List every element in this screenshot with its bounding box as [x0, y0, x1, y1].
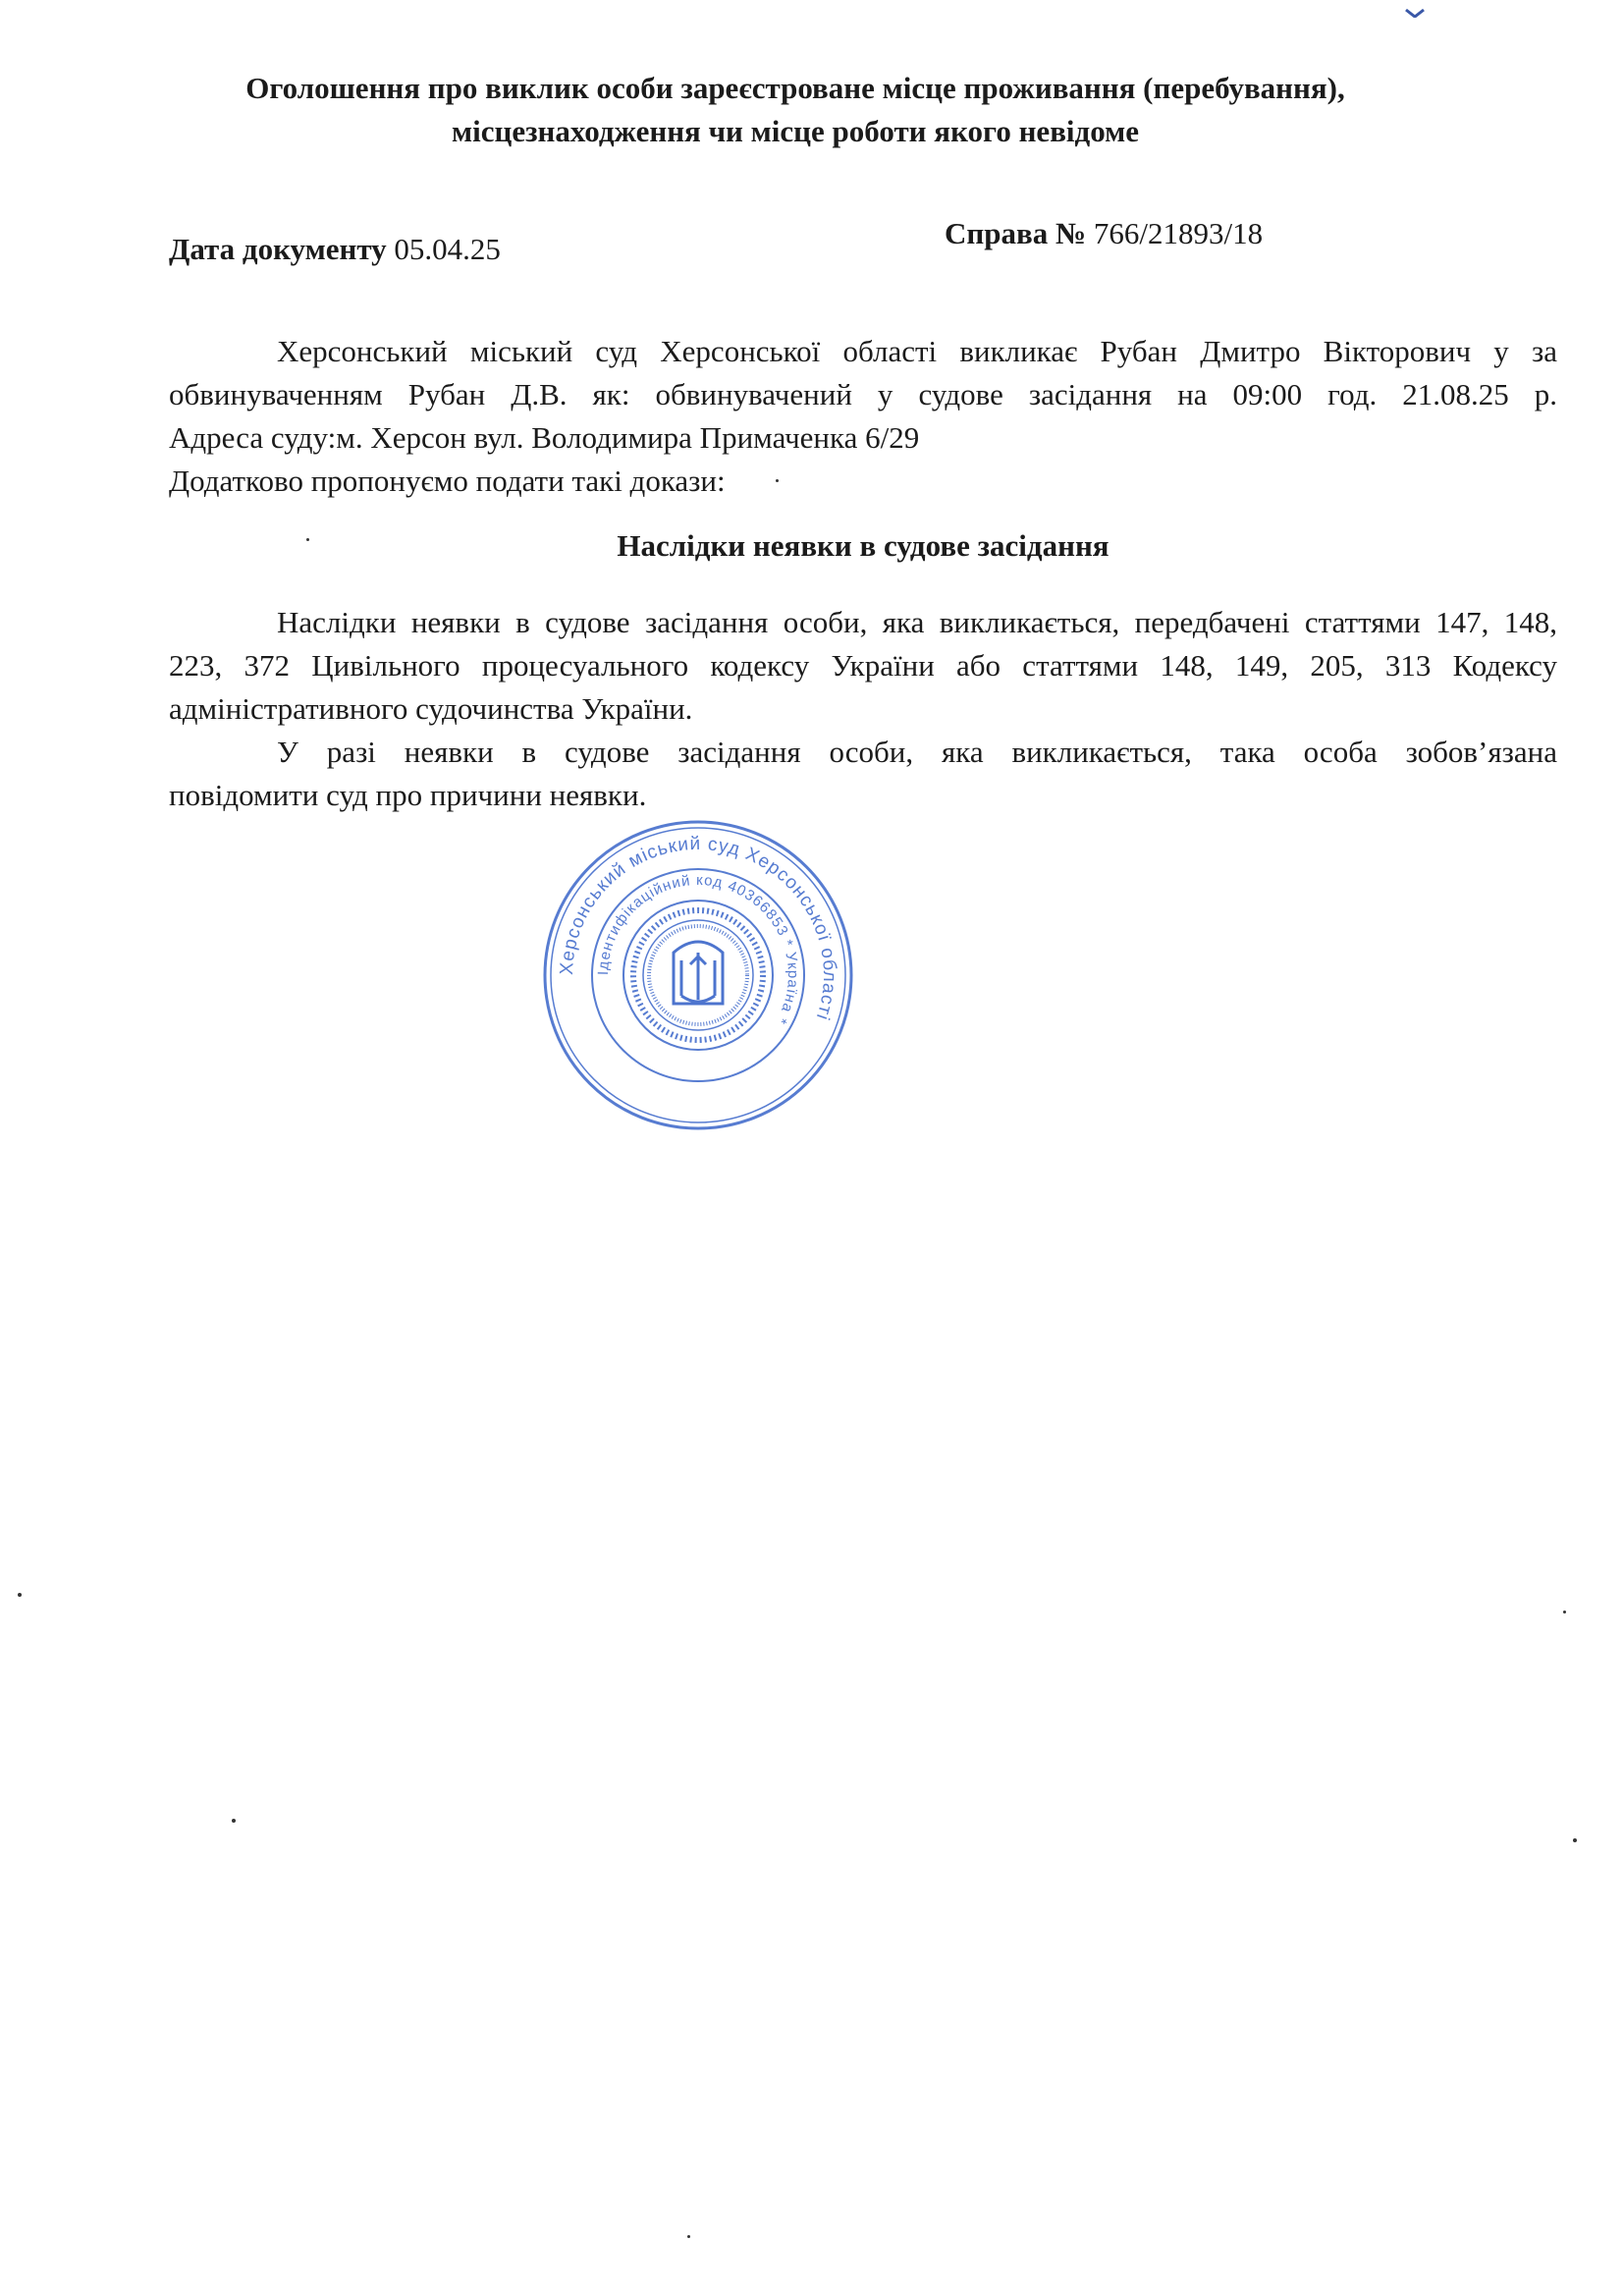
- scan-speck: [18, 1593, 22, 1597]
- scan-speck: [776, 479, 779, 482]
- summons-line-1: Херсонський міський суд Херсонської області викликає Рубан Дмитро Вікторович у за: [277, 334, 1557, 368]
- case-value: 766/21893/18: [1093, 216, 1264, 250]
- consequences-line-3: адміністративного судочинства України.: [169, 691, 693, 726]
- case-label: Справа №: [945, 216, 1087, 250]
- seal-inner-text: Ідентифікаційний код 40366853 * Україна *: [594, 871, 802, 1028]
- title-line-2: місцезнаходження чи місце роботи якого невідоме: [451, 114, 1140, 148]
- court-address: Адреса суду:м. Херсон вул. Володимира Примаченка 6/29: [169, 420, 920, 455]
- scan-speck: [232, 1819, 236, 1823]
- date-value: 05.04.25: [394, 232, 501, 266]
- consequences-heading: Наслідки неявки в судове засідання: [617, 528, 1109, 563]
- consequences-paragraph: [169, 601, 1557, 817]
- summons-line-2: обвинуваченням Рубан Д.В. як: обвинувачений у судове засідання на 09:00 год. 21.08.25 р.: [169, 377, 1557, 411]
- seal-outer-text: Херсонський міський суд Херсонської області: [556, 833, 840, 1023]
- consequences-line-1: Наслідки неявки в судове засідання особи, яка викликається, передбачені статтями 147, 148,: [277, 605, 1557, 639]
- consequences-line-5: повідомити суд про причини неявки.: [169, 778, 647, 812]
- scan-speck: [306, 538, 309, 541]
- date-label: Дата документу: [169, 232, 387, 266]
- scan-speck: [1563, 1611, 1566, 1613]
- document-date: [169, 232, 501, 267]
- corner-mark: [1404, 8, 1426, 18]
- title-line-1: Оголошення про виклик особи зареєстроване місце проживання (перебування),: [245, 71, 1345, 105]
- consequences-line-2: 223, 372 Цивільного процесуального кодексу України або статтями 148, 149, 205, 313 Кодексу: [169, 648, 1557, 683]
- document-title: [147, 67, 1443, 153]
- consequences-line-4: У разі неявки в судове засідання особи, яка викликається, така особа зобов’язана: [277, 735, 1557, 769]
- summons-paragraph: [169, 330, 1557, 503]
- scan-speck: [687, 2235, 690, 2238]
- trident-emblem-icon: [674, 942, 723, 1004]
- scan-speck: [1573, 1838, 1577, 1842]
- case-number: [945, 216, 1263, 251]
- evidence-request: Додатково пропонуємо подати такі докази:: [169, 464, 726, 498]
- court-seal: [538, 815, 858, 1135]
